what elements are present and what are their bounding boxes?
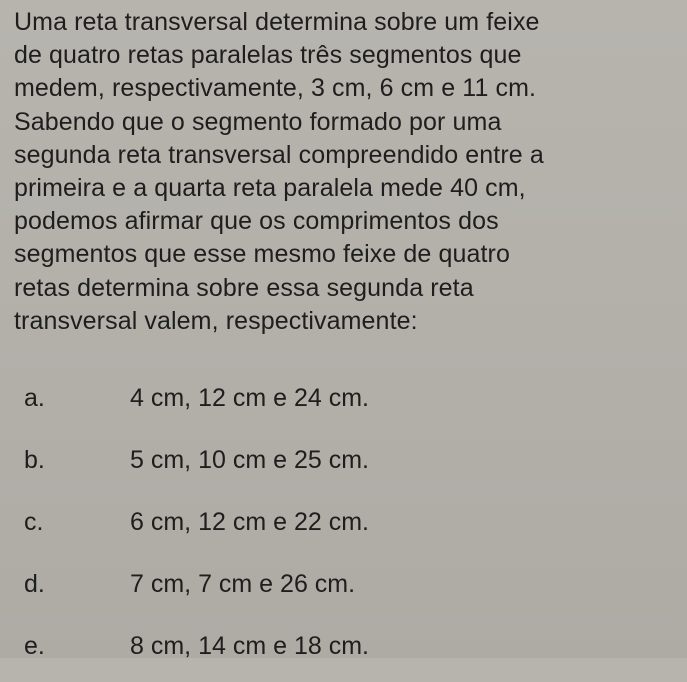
option-c[interactable] [24,496,664,558]
option-text: 6 cm, 12 cm e 22 cm. [130,508,369,536]
option-letter: a. [24,384,45,412]
option-text: 7 cm, 7 cm e 26 cm. [130,570,356,598]
option-letter: d. [24,570,45,598]
answer-options [24,372,664,682]
question-line: segmentos que esse mesmo feixe de quatro [14,240,510,269]
option-a[interactable] [24,372,664,434]
question-line: medem, respectivamente, 3 cm, 6 cm e 11 cm. [14,74,537,103]
option-d[interactable] [24,558,664,620]
question-line: Sabendo que o segmento formado por uma [14,107,502,136]
question-line: retas determina sobre essa segunda reta [14,273,474,302]
option-text: 5 cm, 10 cm e 25 cm. [130,446,369,474]
option-letter: b. [24,446,45,474]
option-e[interactable] [24,620,664,682]
question-line: primeira e a quarta reta paralela mede 40 cm, [14,174,526,203]
question-line: segunda reta transversal compreendido entre a [14,140,544,169]
question-text [14,6,679,338]
option-b[interactable] [24,434,664,496]
option-letter: c. [24,508,44,536]
question-line: transversal valem, respectivamente: [14,306,418,335]
option-text: 8 cm, 14 cm e 18 cm. [130,632,369,660]
option-text: 4 cm, 12 cm e 24 cm. [130,384,369,412]
question-line: Uma reta transversal determina sobre um feixe [14,8,540,36]
question-line: de quatro retas paralelas três segmentos que [14,41,522,70]
question-line: podemos afirmar que os comprimentos dos [14,207,499,236]
option-letter: e. [24,632,45,660]
